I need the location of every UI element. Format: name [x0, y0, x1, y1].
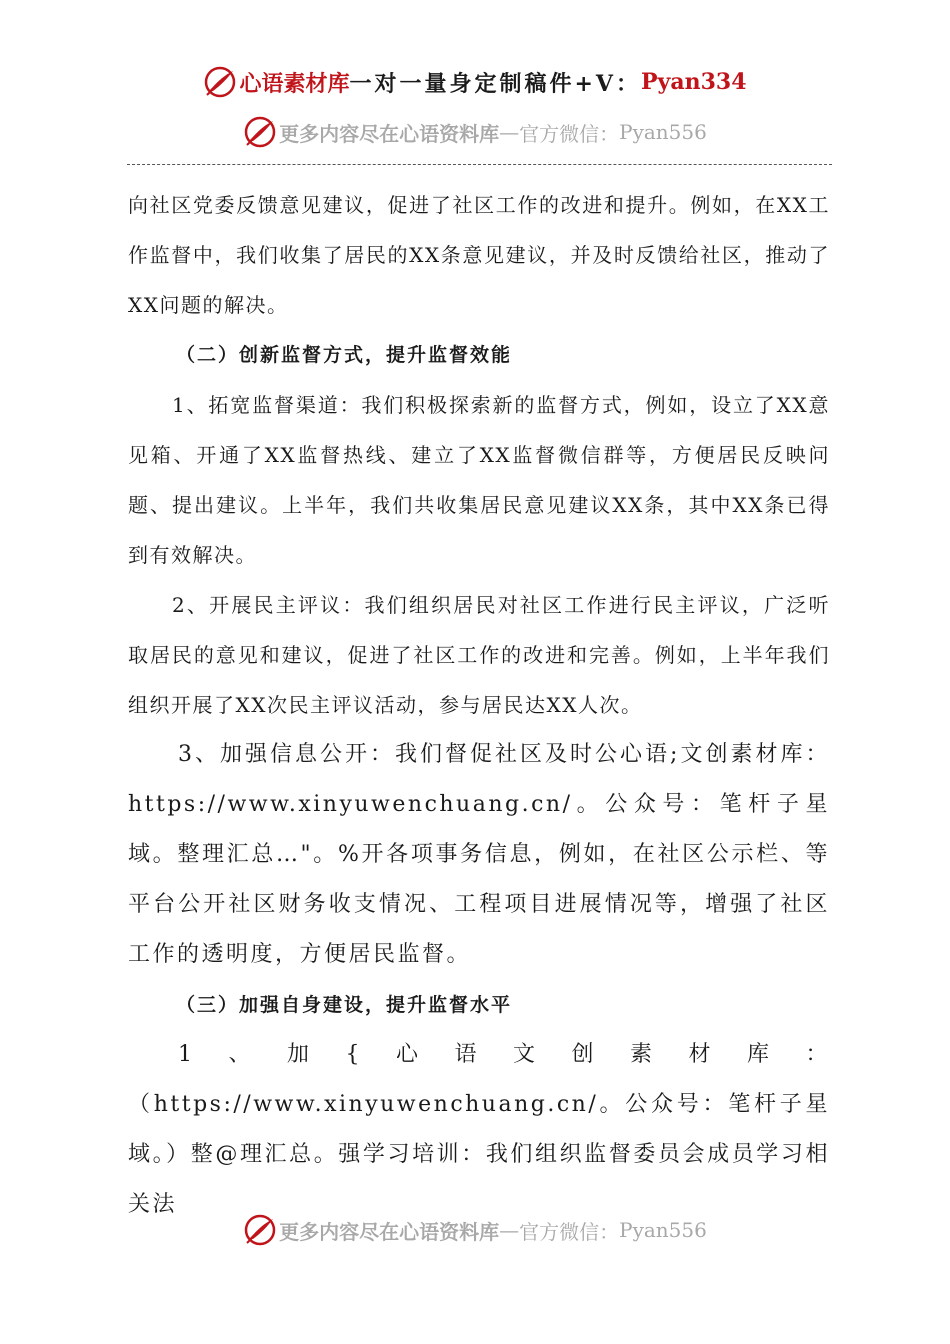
header-divider [127, 164, 832, 165]
section-heading-2: （二）创新监督方式，提升监督效能 [176, 344, 513, 366]
quill-logo-icon [203, 65, 237, 99]
header-brand: 心语素材库 [239, 70, 350, 97]
footer-watermark [0, 1212, 950, 1248]
header-subline [0, 114, 950, 150]
quill-logo-icon [243, 115, 277, 149]
footer-id: Pyan556 [619, 1218, 707, 1242]
footer-label: 官方微信： [519, 1219, 620, 1244]
header-wechat-id: Pyan334 [641, 69, 747, 95]
footer-dash: — [499, 1218, 520, 1242]
document-body [128, 180, 830, 1230]
header-sub-id: Pyan556 [619, 120, 707, 144]
header-banner [0, 64, 950, 100]
paragraph-4: 3、加强信息公开：我们督促社区及时公心语;文创素材库：https://www.xinyuwenchuang.cn/。公众号：笔杆子星域。整理汇总…"。%开各项事务信息，例如，在社区公示栏、等平台公开社区财务收支情况、工程项目进展情况等，增强了社区工作的透明度，方便居民监督。 [128, 742, 830, 967]
paragraph-1: 向社区党委反馈意见建议，促进了社区工作的改进和提升。例如，在XX工作监督中，我们收集了居民的XX条意见建议，并及时反馈给社区，推动了XX问题的解决。 [128, 193, 830, 317]
header-sub-dash: — [499, 120, 520, 144]
header-sub-prefix: 更多内容尽在心语资料库 [279, 121, 500, 146]
quill-logo-icon [243, 1213, 277, 1247]
header-sub-label: 官方微信： [519, 121, 620, 146]
section-heading-3: （三）加强自身建设，提升监督水平 [176, 994, 513, 1016]
paragraph-2: 1、拓宽监督渠道：我们积极探索新的监督方式，例如，设立了XX意见箱、开通了XX监督热线、建立了XX监督微信群等，方便居民反映问题、提出建议。上半年，我们共收集居民意见建议XX条，其中XX条已得到有效解决。 [128, 393, 830, 567]
header-slogan: 一对一量身定制稿件+V： [349, 70, 642, 97]
footer-prefix: 更多内容尽在心语资料库 [279, 1219, 500, 1244]
paragraph-5: 1、加{心语文创素材库：（https://www.xinyuwenchuang.cn/。公众号：笔杆子星域。）整@理汇总。强学习培训：我们组织监督委员会成员学习相关法 [128, 1042, 830, 1217]
paragraph-3: 2、开展民主评议：我们组织居民对社区工作进行民主评议，广泛听取居民的意见和建议，促进了社区工作的改进和完善。例如，上半年我们组织开展了XX次民主评议活动，参与居民达XX人次。 [128, 593, 830, 717]
